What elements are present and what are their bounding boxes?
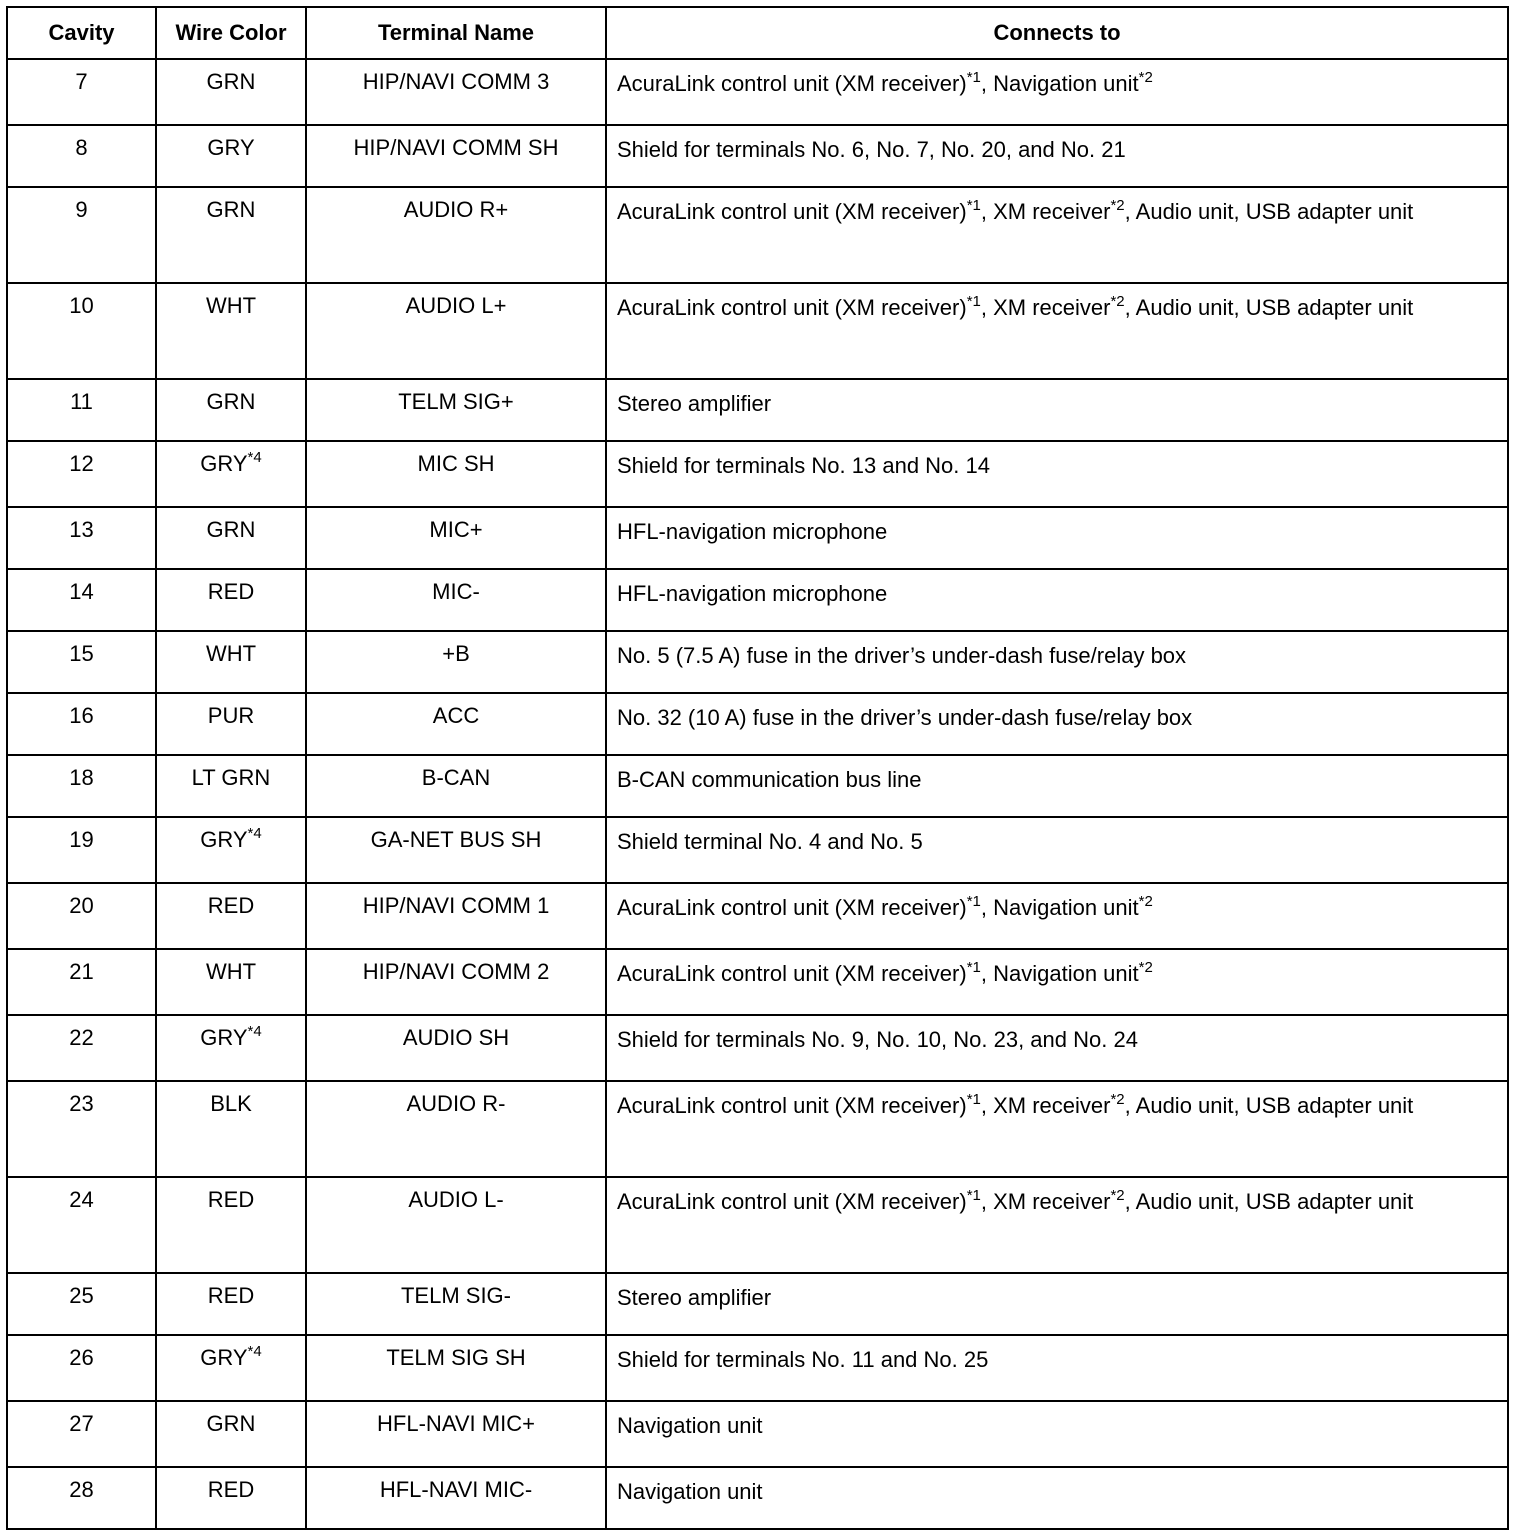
terminal-name-cell: AUDIO R+ (306, 187, 606, 283)
header-cavity: Cavity (7, 7, 156, 59)
table-row (7, 379, 1508, 441)
cavity-cell: 9 (7, 187, 156, 283)
wire-color-cell (156, 1467, 306, 1529)
connects-to-cell (606, 693, 1508, 755)
terminal-name-cell: HIP/NAVI COMM SH (306, 125, 606, 187)
footnote-mark: *2 (1110, 197, 1125, 214)
table-row (7, 1081, 1508, 1177)
footnote-mark: *1 (966, 959, 981, 976)
wire-color-text: BLK (210, 1091, 252, 1116)
connects-to-cell (606, 1467, 1508, 1529)
terminal-name-cell: AUDIO L- (306, 1177, 606, 1273)
table-row (7, 1015, 1508, 1081)
wire-color-cell (156, 507, 306, 569)
wire-color-text: GRY (200, 1025, 248, 1050)
footnote-mark: *2 (1110, 1187, 1125, 1204)
table-row (7, 1273, 1508, 1335)
connects-to-cell (606, 441, 1508, 507)
connects-to-text: AcuraLink control unit (XM receiver) (617, 71, 967, 96)
connects-to-text: , Navigation unit (980, 71, 1139, 96)
terminal-name-cell: MIC- (306, 569, 606, 631)
connects-to-text: Stereo amplifier (617, 1285, 772, 1310)
table-row (7, 1401, 1508, 1467)
terminal-name-cell: GA-NET BUS SH (306, 817, 606, 883)
connects-to-text: AcuraLink control unit (XM receiver) (617, 295, 967, 320)
terminal-name-cell: TELM SIG SH (306, 1335, 606, 1401)
wire-color-cell (156, 1273, 306, 1335)
connects-to-text: , Navigation unit (980, 961, 1139, 986)
cavity-cell: 13 (7, 507, 156, 569)
table-row (7, 693, 1508, 755)
connects-to-text: , Audio unit, USB adapter unit (1124, 199, 1414, 224)
wire-color-cell (156, 755, 306, 817)
footnote-mark: *1 (966, 69, 981, 86)
table-row (7, 1467, 1508, 1529)
cavity-cell: 25 (7, 1273, 156, 1335)
table-body (7, 59, 1508, 1529)
terminal-name-cell: HFL-NAVI MIC- (306, 1467, 606, 1529)
cavity-cell: 24 (7, 1177, 156, 1273)
terminal-name-cell: AUDIO SH (306, 1015, 606, 1081)
connects-to-text: No. 32 (10 A) fuse in the driver’s under-dash fuse/relay box (617, 705, 1193, 730)
cavity-cell: 28 (7, 1467, 156, 1529)
table-row (7, 569, 1508, 631)
connects-to-cell (606, 569, 1508, 631)
terminal-name-cell: AUDIO L+ (306, 283, 606, 379)
connects-to-cell (606, 817, 1508, 883)
cavity-cell: 27 (7, 1401, 156, 1467)
wire-color-footnote-mark: *4 (247, 1023, 262, 1040)
wire-color-cell (156, 569, 306, 631)
wire-color-cell (156, 379, 306, 441)
header-row (7, 7, 1508, 59)
terminal-name-cell: AUDIO R- (306, 1081, 606, 1177)
connects-to-cell (606, 631, 1508, 693)
wire-color-text: GRN (206, 389, 256, 414)
cavity-cell: 8 (7, 125, 156, 187)
wire-color-cell (156, 187, 306, 283)
table-row (7, 283, 1508, 379)
table-row (7, 187, 1508, 283)
wire-color-text: WHT (205, 641, 257, 666)
connects-to-cell (606, 755, 1508, 817)
wire-color-text: PUR (207, 703, 255, 728)
terminal-name-cell: HIP/NAVI COMM 1 (306, 883, 606, 949)
connects-to-text: Navigation unit (617, 1413, 763, 1438)
wire-color-text: GRN (206, 517, 256, 542)
wire-color-text: RED (207, 1283, 255, 1308)
wire-color-cell (156, 949, 306, 1015)
connects-to-text: No. 5 (7.5 A) fuse in the driver’s under-dash fuse/relay box (617, 643, 1187, 668)
wire-color-cell (156, 283, 306, 379)
header-wire-color: Wire Color (156, 7, 306, 59)
wire-color-footnote-mark: *4 (247, 1343, 262, 1360)
connects-to-text: Shield for terminals No. 9, No. 10, No. 23, and No. 24 (617, 1027, 1138, 1052)
connects-to-text: , Audio unit, USB adapter unit (1124, 1189, 1414, 1214)
table-row (7, 1177, 1508, 1273)
connects-to-text: , Audio unit, USB adapter unit (1124, 1093, 1414, 1118)
wire-color-text: RED (207, 1477, 255, 1502)
cavity-cell: 12 (7, 441, 156, 507)
cavity-cell: 16 (7, 693, 156, 755)
cavity-cell: 10 (7, 283, 156, 379)
connects-to-cell (606, 1401, 1508, 1467)
footnote-mark: *1 (966, 1187, 981, 1204)
connects-to-cell (606, 59, 1508, 125)
wire-color-text: WHT (205, 959, 257, 984)
connector-terminal-table (6, 6, 1509, 1530)
wire-color-footnote-mark: *4 (247, 825, 262, 842)
connects-to-text: , Audio unit, USB adapter unit (1124, 295, 1414, 320)
cavity-cell: 22 (7, 1015, 156, 1081)
terminal-name-cell: HIP/NAVI COMM 2 (306, 949, 606, 1015)
cavity-cell: 21 (7, 949, 156, 1015)
connects-to-cell (606, 883, 1508, 949)
connects-to-cell (606, 283, 1508, 379)
terminal-name-cell: HFL-NAVI MIC+ (306, 1401, 606, 1467)
wire-color-text: WHT (205, 293, 257, 318)
connects-to-cell (606, 1177, 1508, 1273)
connects-to-text: Shield for terminals No. 13 and No. 14 (617, 453, 990, 478)
footnote-mark: *1 (966, 893, 981, 910)
connects-to-cell (606, 1335, 1508, 1401)
connects-to-text: AcuraLink control unit (XM receiver) (617, 895, 967, 920)
table-row (7, 817, 1508, 883)
connects-to-text: , XM receiver (980, 1189, 1111, 1214)
header-terminal-name: Terminal Name (306, 7, 606, 59)
wire-color-cell (156, 125, 306, 187)
connects-to-text: , Navigation unit (980, 895, 1139, 920)
connects-to-cell (606, 1273, 1508, 1335)
connects-to-text: , XM receiver (980, 295, 1111, 320)
connects-to-text: AcuraLink control unit (XM receiver) (617, 199, 967, 224)
terminal-name-cell: HIP/NAVI COMM 3 (306, 59, 606, 125)
table-row (7, 883, 1508, 949)
wire-color-text: GRN (206, 197, 256, 222)
connects-to-cell (606, 187, 1508, 283)
connects-to-text: Shield terminal No. 4 and No. 5 (617, 829, 923, 854)
footnote-mark: *1 (966, 197, 981, 214)
wire-color-cell (156, 693, 306, 755)
connects-to-text: , XM receiver (980, 199, 1111, 224)
connects-to-text: , XM receiver (980, 1093, 1111, 1118)
cavity-cell: 19 (7, 817, 156, 883)
wire-color-text: GRY (207, 135, 255, 160)
wire-color-cell (156, 1335, 306, 1401)
connects-to-text: Stereo amplifier (617, 391, 772, 416)
terminal-name-cell: ACC (306, 693, 606, 755)
connects-to-text: AcuraLink control unit (XM receiver) (617, 961, 967, 986)
terminal-name-cell: MIC SH (306, 441, 606, 507)
connects-to-cell (606, 1015, 1508, 1081)
cavity-cell: 23 (7, 1081, 156, 1177)
connects-to-text: HFL-navigation microphone (617, 519, 888, 544)
table-row (7, 125, 1508, 187)
connects-to-cell (606, 949, 1508, 1015)
terminal-name-cell: +B (306, 631, 606, 693)
wire-color-cell (156, 1177, 306, 1273)
connects-to-cell (606, 1081, 1508, 1177)
cavity-cell: 26 (7, 1335, 156, 1401)
connects-to-text: HFL-navigation microphone (617, 581, 888, 606)
wire-color-text: RED (207, 579, 255, 604)
wire-color-text: GRN (206, 1411, 256, 1436)
cavity-cell: 7 (7, 59, 156, 125)
terminal-name-cell: TELM SIG+ (306, 379, 606, 441)
cavity-cell: 11 (7, 379, 156, 441)
wire-color-text: GRY (200, 827, 248, 852)
terminal-name-cell: B-CAN (306, 755, 606, 817)
table-row (7, 507, 1508, 569)
connects-to-text: Shield for terminals No. 6, No. 7, No. 20, and No. 21 (617, 137, 1126, 162)
table-row (7, 949, 1508, 1015)
header-connects-to: Connects to (606, 7, 1508, 59)
wire-color-text: RED (207, 1187, 255, 1212)
connects-to-text: Navigation unit (617, 1479, 763, 1504)
table-row (7, 755, 1508, 817)
wire-color-text: LT GRN (191, 765, 271, 790)
wire-color-text: GRN (206, 69, 256, 94)
table-row (7, 1335, 1508, 1401)
table-row (7, 441, 1508, 507)
cavity-cell: 14 (7, 569, 156, 631)
wire-color-text: GRY (200, 451, 248, 476)
wire-color-cell (156, 631, 306, 693)
wire-color-cell (156, 1015, 306, 1081)
cavity-cell: 20 (7, 883, 156, 949)
terminal-name-cell: TELM SIG- (306, 1273, 606, 1335)
connects-to-text: B-CAN communication bus line (617, 767, 922, 792)
wire-color-cell (156, 59, 306, 125)
connects-to-text: AcuraLink control unit (XM receiver) (617, 1093, 967, 1118)
wire-color-cell (156, 883, 306, 949)
wire-color-cell (156, 441, 306, 507)
wire-color-footnote-mark: *4 (247, 449, 262, 466)
footnote-mark: *1 (966, 1091, 981, 1108)
footnote-mark: *2 (1110, 1091, 1125, 1108)
connects-to-cell (606, 507, 1508, 569)
table-row (7, 59, 1508, 125)
wire-color-text: RED (207, 893, 255, 918)
terminal-name-cell: MIC+ (306, 507, 606, 569)
cavity-cell: 18 (7, 755, 156, 817)
wire-color-cell (156, 1401, 306, 1467)
connects-to-text: AcuraLink control unit (XM receiver) (617, 1189, 967, 1214)
wire-color-cell (156, 1081, 306, 1177)
footnote-mark: *2 (1138, 69, 1153, 86)
connects-to-cell (606, 379, 1508, 441)
footnote-mark: *2 (1138, 893, 1153, 910)
cavity-cell: 15 (7, 631, 156, 693)
table-row (7, 631, 1508, 693)
wire-color-cell (156, 817, 306, 883)
footnote-mark: *2 (1110, 293, 1125, 310)
footnote-mark: *1 (966, 293, 981, 310)
connects-to-cell (606, 125, 1508, 187)
footnote-mark: *2 (1138, 959, 1153, 976)
connects-to-text: Shield for terminals No. 11 and No. 25 (617, 1347, 989, 1372)
wire-color-text: GRY (200, 1345, 248, 1370)
